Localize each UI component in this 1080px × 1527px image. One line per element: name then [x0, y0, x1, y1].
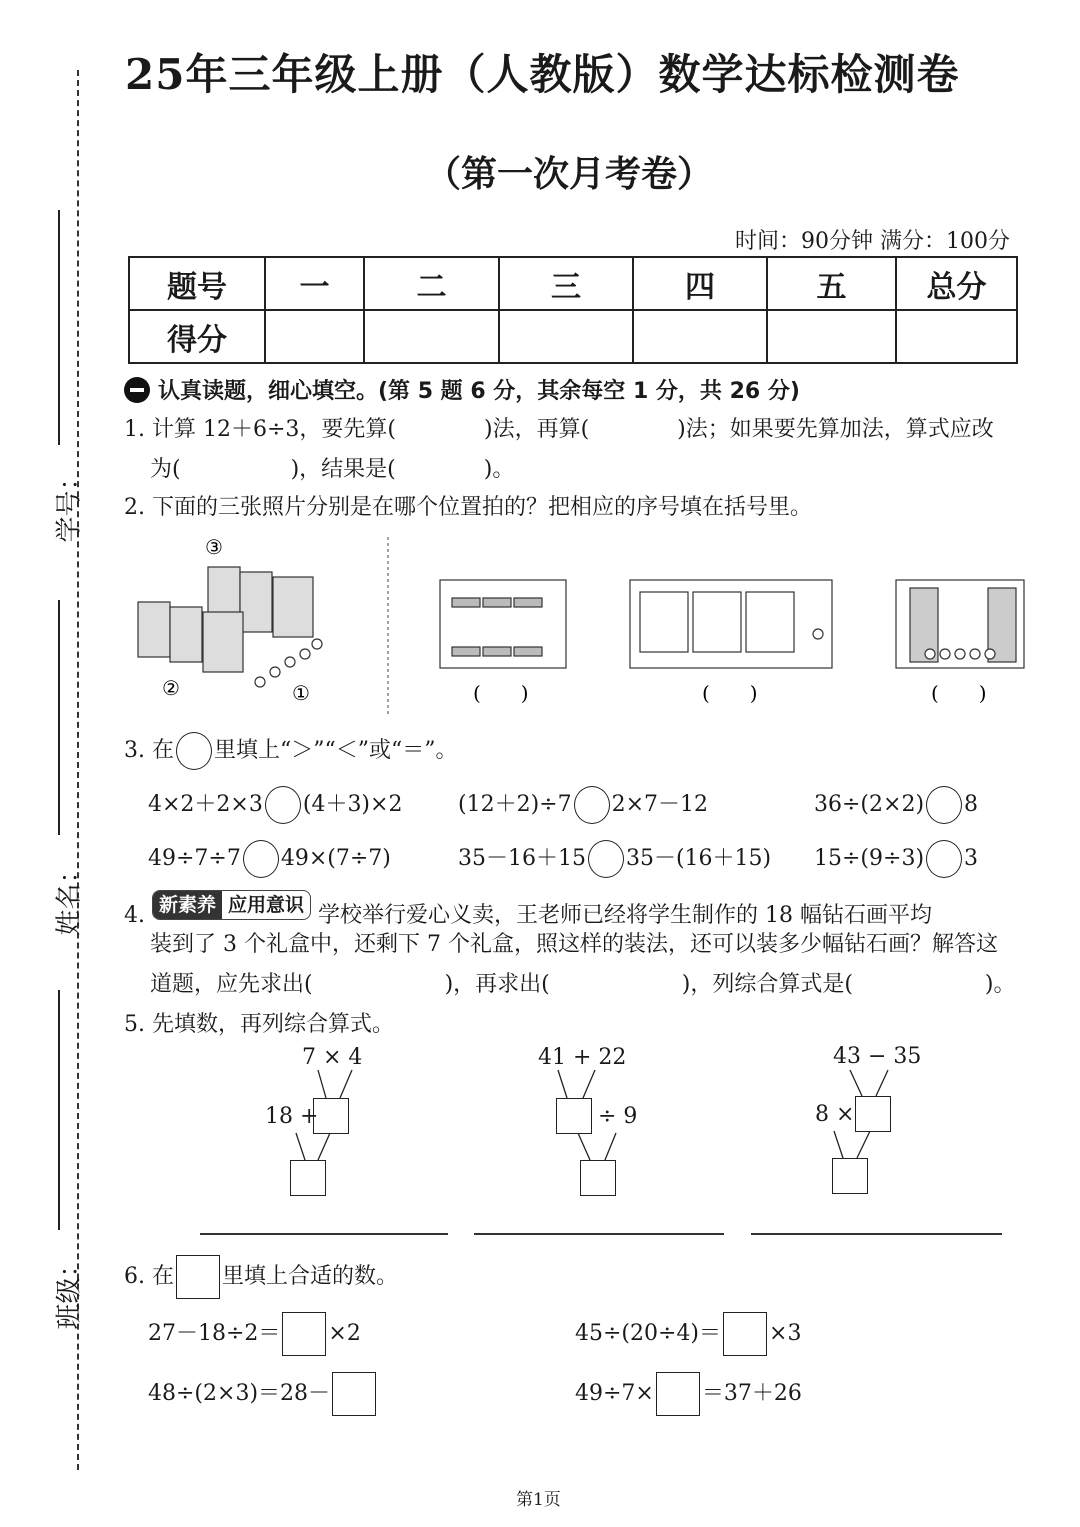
name-line	[58, 600, 60, 835]
q3-item: 35－16＋15 35－(16＋15)	[458, 840, 771, 878]
tree3-box-bottom[interactable]	[832, 1158, 868, 1194]
student-id-label: 学号：	[54, 464, 85, 543]
score-cell[interactable]	[265, 310, 364, 363]
score-row-label: 得分	[129, 310, 265, 363]
header-cell: 五	[767, 257, 896, 310]
q4-line1: 4. 新素养 应用意识 学校举行爱心义卖，王老师已经将学生制作的 18 幅钻石画平均	[124, 890, 932, 930]
header-cell: 一	[265, 257, 364, 310]
sample-square	[176, 1255, 220, 1299]
position-label-1: ①	[292, 681, 310, 705]
tree3-top: 43 − 35	[833, 1044, 922, 1069]
answer-box[interactable]	[332, 1372, 376, 1416]
header-cell: 三	[499, 257, 633, 310]
section-1-heading	[124, 374, 800, 405]
q6-instruction: 6. 在 里填上合适的数。	[124, 1255, 398, 1299]
student-id-line	[58, 210, 60, 445]
class-label: 班级：	[54, 1251, 85, 1330]
q6-item: 49÷7× ＝37＋26	[575, 1372, 802, 1416]
page-subtitle: （第一次月考卷）	[425, 153, 714, 195]
photo-b	[630, 580, 832, 668]
q6-item: 27－18÷2＝ ×2	[148, 1312, 361, 1356]
score-cell[interactable]	[499, 310, 633, 363]
buildings-illustration	[138, 567, 322, 687]
answer-line-2[interactable]	[474, 1233, 724, 1235]
position-label-2: ②	[162, 676, 180, 700]
q4-line2: 装到了 3 个礼盒中，还剩下 7 个礼盒，照这样的装法，还可以装多少幅钻石画？解答这	[150, 932, 998, 957]
q4-line3: 道题，应先求出( )，再求出( )，列综合算式是( )。	[150, 972, 1016, 997]
q2-photos	[130, 532, 1030, 722]
compare-circle[interactable]	[588, 840, 624, 878]
position-label-3: ③	[205, 535, 223, 559]
section-title: 认真读题，细心填空。(第 5 题 6 分，其余每空 1 分，共 26 分)	[158, 379, 800, 404]
time-info: 时间：90分钟 满分：100分	[735, 229, 1010, 254]
q3-item: 36÷(2×2) 8	[814, 786, 978, 824]
q3-item: 15÷(9÷3) 3	[814, 840, 978, 878]
q3-instruction: 3. 在 里填上“＞”“＜”或“＝”。	[124, 732, 457, 770]
score-cell[interactable]	[767, 310, 896, 363]
compare-circle[interactable]	[574, 786, 610, 824]
score-cell[interactable]	[896, 310, 1017, 363]
sample-circle	[176, 732, 212, 770]
header-cell: 四	[633, 257, 767, 310]
score-cell[interactable]	[633, 310, 767, 363]
literacy-badge: 新素养 应用意识	[152, 890, 311, 920]
compare-circle[interactable]	[926, 840, 962, 878]
q6-item: 45÷(20÷4)＝ ×3	[575, 1312, 801, 1356]
tree1-box-bottom[interactable]	[290, 1160, 326, 1196]
compare-circle[interactable]	[926, 786, 962, 824]
header-cell: 题号	[129, 257, 265, 310]
q1-line2: 为( )，结果是( )。	[150, 457, 515, 482]
page-number: 第1页	[516, 1490, 561, 1510]
photo-a	[440, 580, 566, 668]
q3-item: 49÷7÷7 49×(7÷7)	[148, 840, 391, 878]
compare-circle[interactable]	[265, 786, 301, 824]
answer-line-1[interactable]	[200, 1233, 448, 1235]
photo-c-blank: ( )	[931, 681, 987, 705]
q1-line1: 1. 计算 12＋6÷3，要先算( )法，再算( )法；如果要先算加法，算式应改	[124, 417, 994, 442]
answer-box[interactable]	[282, 1312, 326, 1356]
q3-item: (12＋2)÷7 2×7－12	[458, 786, 708, 824]
photo-c	[896, 580, 1024, 668]
header-cell: 二	[364, 257, 499, 310]
tree2-side: ÷ 9	[598, 1104, 638, 1129]
photo-b-blank: ( )	[702, 681, 758, 705]
photo-a-blank: ( )	[473, 681, 529, 705]
section-number-icon	[124, 377, 150, 403]
score-cell[interactable]	[364, 310, 499, 363]
tree2-box-bottom[interactable]	[580, 1160, 616, 1196]
tree1-box-mid[interactable]	[313, 1098, 349, 1134]
compare-circle[interactable]	[243, 840, 279, 878]
score-table	[128, 256, 1018, 364]
q3-item: 4×2＋2×3 (4＋3)×2	[148, 786, 402, 824]
answer-line-3[interactable]	[751, 1233, 1002, 1235]
tree1-side: 18 +	[265, 1104, 319, 1129]
name-label: 姓名：	[54, 857, 85, 936]
header-cell: 总分	[896, 257, 1017, 310]
answer-box[interactable]	[723, 1312, 767, 1356]
tree3-box-mid[interactable]	[855, 1096, 891, 1132]
page-title: 25年三年级上册（人教版）数学达标检测卷	[125, 50, 960, 99]
q6-item: 48÷(2×3)＝28－	[148, 1372, 378, 1416]
tree2-top: 41 + 22	[538, 1045, 627, 1070]
tree2-box-mid[interactable]	[556, 1098, 592, 1134]
tree3-side: 8 ×	[815, 1102, 855, 1127]
tree1-top: 7 × 4	[302, 1045, 363, 1070]
q5-text: 5. 先填数，再列综合算式。	[124, 1012, 394, 1037]
q2-text: 2. 下面的三张照片分别是在哪个位置拍的？把相应的序号填在括号里。	[124, 495, 812, 520]
answer-box[interactable]	[656, 1372, 700, 1416]
